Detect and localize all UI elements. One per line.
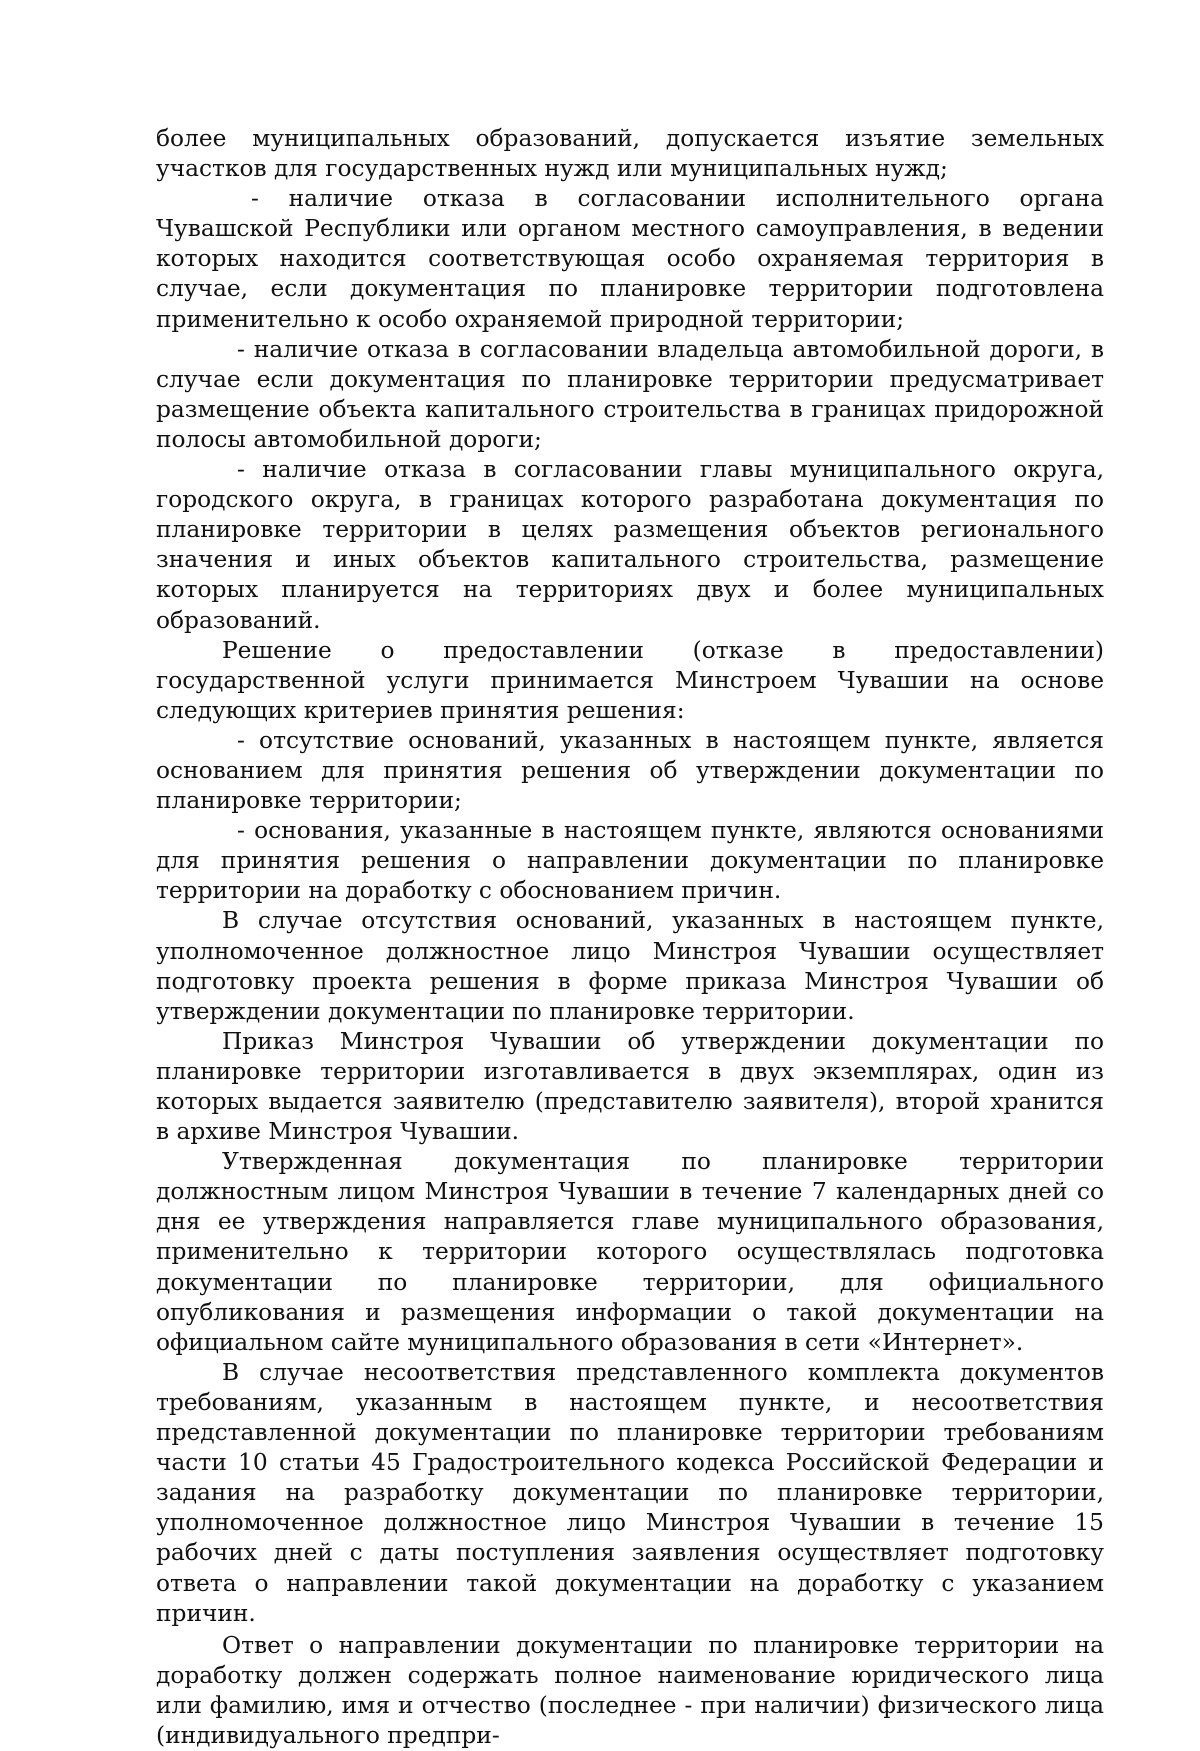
paragraph-decision-criteria: Решение о предоставлении (отказе в предоставлении) государственной услуги принимается Минстроем Чувашии на основе следующих критериев принятия решения: (156, 636, 1104, 724)
paragraph-criterion-approval: - отсутствие оснований, указанных в настоящем пункте, является основанием для принятия решения об утверждении документации по планировке территории; (156, 726, 1104, 815)
paragraph-refusal-municipal-head: - наличие отказа в согласовании главы муниципального округа, городского округа, в границах которого разработана документация по планировке территории в целях размещения объектов регионального значения и иных объектов капитального строительства, размещение которых планируется на территориях двух и более муниципальных образований. (156, 456, 1104, 634)
paragraph-refusal-executive-body: - наличие отказа в согласовании исполнительного органа Чувашской Республики или органом местного самоуправления, в ведении которых находится соответствующая особо охраняемая территория в случае, если документация по планировке территории подготовлена применительно к особо охраняемой природной территории; (156, 185, 1104, 333)
paragraph-nonconformity: В случае несоответствия представленного комплекта документов требованиям, указанным в настоящем пункте, и несоответствия представленной документации по планировке территории требованиям части 10 статьи 45 Градостроительного кодекса Российской Федерации и задания на разработку документации по планировке территории, уполномоченное должностное лицо Минстроя Чувашии в течение 15 рабочих дней с даты поступления заявления осуществляет подготовку ответа о направлении такой документации на доработку с указанием причин. (156, 1358, 1104, 1627)
paragraph-criterion-revision: - основания, указанные в настоящем пункте, являются основаниями для принятия решения о направлении документации по планировке территории на доработку с обоснованием причин. (156, 817, 1104, 905)
paragraph-draft-order: В случае отсутствия оснований, указанных в настоящем пункте, уполномоченное должностное лицо Минстроя Чувашии осуществляет подготовку проекта решения в форме приказа Минстроя Чувашии об утверждении документации по планировке территории. (156, 907, 1104, 1025)
paragraph-refusal-road-owner: - наличие отказа в согласовании владельца автомобильной дороги, в случае если документация по планировке территории предусматривает размещение объекта капитального строительства в границах придорожной полосы автомобильной дороги; (156, 335, 1104, 453)
paragraph-order-copies: Приказ Минстроя Чувашии об утверждении документации по планировке территории изготавливается в двух экземплярах, один из которых выдается заявителю (представителю заявителя), второй хранится в архиве Минстроя Чувашии. (156, 1027, 1104, 1146)
document-body (156, 124, 1104, 1751)
paragraph-continuation: более муниципальных образований, допускается изъятие земельных участков для государственных нужд или муниципальных нужд; (156, 125, 1104, 183)
paragraph-approved-documentation: Утвержденная документация по планировке территории должностным лицом Минстроя Чувашии в течение 7 календарных дней со дня ее утверждения направляется главе муниципального образования, применительно к территории которого осуществлялась подготовка документации по планировке территории, для официального опубликования и размещения информации о такой документации на официальном сайте муниципального образования в сети «Интернет». (156, 1148, 1104, 1356)
paragraph-revision-response: Ответ о направлении документации по планировке территории на доработку должен содержать полное наименование юридического лица или фамилию, имя и отчество (последнее - при наличии) физического лица (индивидуального предпри- (156, 1631, 1104, 1749)
